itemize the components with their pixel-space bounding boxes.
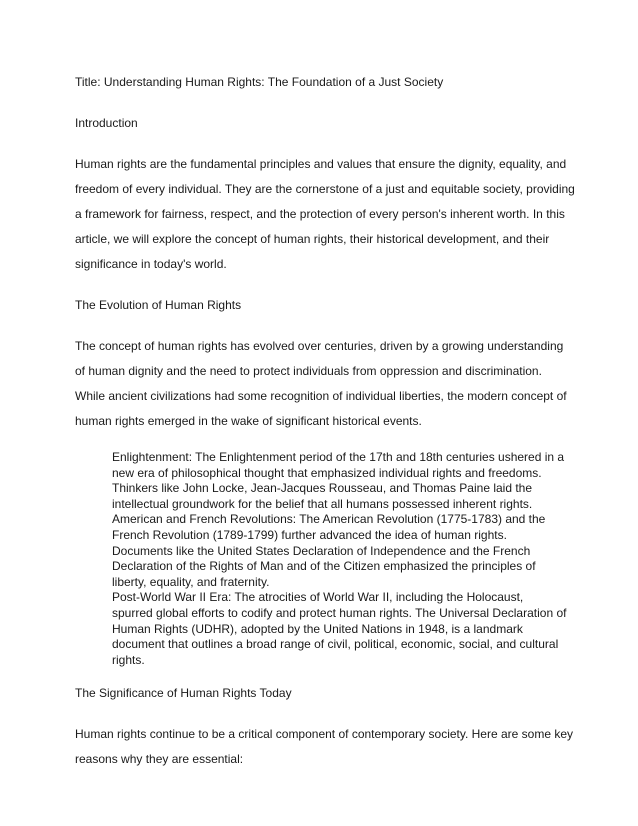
section-heading-introduction: Introduction [75,116,138,130]
evolution-list [112,450,567,668]
list-item-revolutions: American and French Revolutions: The American Revolution (1775-1783) and the French Revolution (1789-1799) further advanced the idea of human rights. Documents like the United States Declaration of Independence and the French Declaration of the Rights of Man and of the Citizen emphasized the principles of liberty, equality, and fraternity. [112,512,546,589]
list-item-post-wwii: Post-World War II Era: The atrocities of World War II, including the Holocaust, spurred global efforts to codify and protect human rights. The Universal Declaration of Human Rights (UDHR), adopted by the United Nations in 1948, is a landmark document that outlines a broad range of civil, political, economic, social, and cultural rights. [112,590,567,667]
section-heading-significance: The Significance of Human Rights Today [75,686,292,701]
document-title: Title: Understanding Human Rights: The Foundation of a Just Society [75,75,444,89]
significance-paragraph: Human rights continue to be a critical component of contemporary society. Here are some key reasons why they are essential: [75,727,574,767]
introduction-paragraph: Human rights are the fundamental principles and values that ensure the dignity, equality, and freedom of every individual. They are the cornerstone of a just and equitable society, providing a framework for fairness, respect, and the protection of every person's inherent worth. In this article, we will explore the concept of human rights, their historical development, and their significance in today's world. [75,157,575,271]
section-heading-evolution: The Evolution of Human Rights [75,298,242,312]
evolution-paragraph: The concept of human rights has evolved over centuries, driven by a growing understanding of human dignity and the need to protect individuals from oppression and discrimination. While ancient civilizations had some recognition of individual liberties, the modern concept of human rights emerged in the wake of significant historical events. [75,339,567,428]
document-body [75,70,575,788]
list-item-enlightenment: Enlightenment: The Enlightenment period of the 17th and 18th centuries ushered in a new era of philosophical thought that emphasized individual rights and freedoms. Thinkers like John Locke, Jean-Jacques Rousseau, and Thomas Paine laid the intellectual groundwork for the belief that all humans possessed inherent rights. [112,450,565,511]
